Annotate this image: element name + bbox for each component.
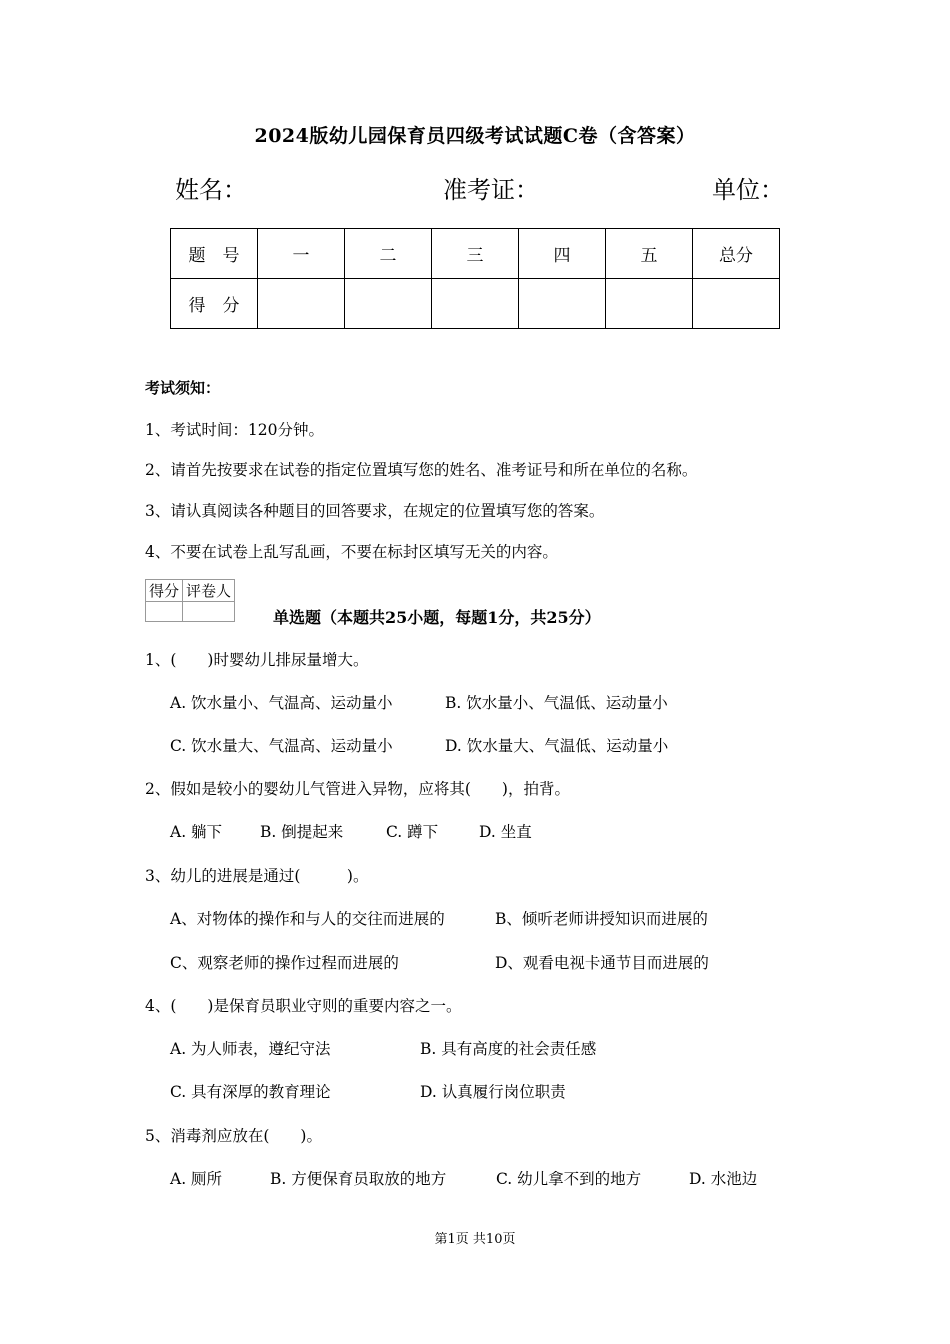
notice-item: 2、请首先按要求在试卷的指定位置填写您的姓名、准考证号和所在单位的名称。 xyxy=(145,461,698,479)
grader-box xyxy=(145,579,235,622)
question-option: B. 方便保育员取放的地方 xyxy=(270,1170,447,1188)
score-cell xyxy=(345,279,432,329)
score-table-score-row xyxy=(171,279,780,329)
question-option: D. 认真履行岗位职责 xyxy=(420,1083,566,1101)
score-cell xyxy=(693,279,780,329)
grader-score-label: 得分 xyxy=(146,580,183,602)
score-table-header-row xyxy=(171,229,780,279)
question-option: C. 具有深厚的教育理论 xyxy=(170,1083,331,1101)
score-table-header: 四 xyxy=(519,229,606,279)
question-option: C、观察老师的操作过程而进展的 xyxy=(170,954,399,972)
unit-field-label: 单位： xyxy=(712,176,784,204)
grader-score-cell xyxy=(146,602,183,622)
score-cell xyxy=(258,279,345,329)
page-footer: 第1页 共10页 xyxy=(434,1232,516,1247)
question-option: D. 饮水量大、气温低、运动量小 xyxy=(445,737,669,755)
question-stem: 2、假如是较小的婴幼儿气管进入异物，应将其( )，拍背。 xyxy=(145,780,570,798)
notice-item: 1、考试时间：120分钟。 xyxy=(145,421,324,439)
question-stem: 3、幼儿的进展是通过( )。 xyxy=(145,867,369,885)
question-option: C. 饮水量大、气温高、运动量小 xyxy=(170,737,393,755)
score-table xyxy=(170,228,780,329)
question-option: D、观看电视卡通节目而进展的 xyxy=(495,954,709,972)
score-table-header: 二 xyxy=(345,229,432,279)
question-option: A、对物体的操作和与人的交往而进展的 xyxy=(170,910,445,928)
score-cell xyxy=(606,279,693,329)
question-option: C. 幼儿拿不到的地方 xyxy=(496,1170,642,1188)
notice-item: 4、不要在试卷上乱写乱画，不要在标封区填写无关的内容。 xyxy=(145,543,558,561)
question-option: B、倾听老师讲授知识而进展的 xyxy=(495,910,708,928)
score-table-header: 五 xyxy=(606,229,693,279)
notice-heading: 考试须知： xyxy=(145,379,221,397)
question-option: B. 倒提起来 xyxy=(260,823,344,841)
score-table-header: 三 xyxy=(432,229,519,279)
question-option: D. 坐直 xyxy=(479,823,532,841)
grader-reviewer-cell xyxy=(183,602,235,622)
score-cell xyxy=(519,279,606,329)
question-stem: 4、( )是保育员职业守则的重要内容之一。 xyxy=(145,997,462,1015)
question-option: A. 厕所 xyxy=(170,1170,223,1188)
question-option: A. 饮水量小、气温高、运动量小 xyxy=(170,694,393,712)
question-option: A. 为人师表，遵纪守法 xyxy=(170,1040,331,1058)
score-table-header: 总分 xyxy=(693,229,780,279)
question-option: C. 蹲下 xyxy=(386,823,439,841)
grader-reviewer-label: 评卷人 xyxy=(183,580,235,602)
question-stem: 1、( )时婴幼儿排尿量增大。 xyxy=(145,651,369,669)
question-option: D. 水池边 xyxy=(689,1170,758,1188)
page-title: 2024版幼儿园保育员四级考试试题C卷（含答案） xyxy=(254,125,696,147)
question-stem: 5、消毒剂应放在( )。 xyxy=(145,1127,322,1145)
notice-item: 3、请认真阅读各种题目的回答要求，在规定的位置填写您的答案。 xyxy=(145,502,605,520)
score-table-header: 一 xyxy=(258,229,345,279)
section-heading: 单选题（本题共25小题，每题1分，共25分） xyxy=(273,608,601,627)
question-option: B. 具有高度的社会责任感 xyxy=(420,1040,597,1058)
score-row-label: 得 分 xyxy=(171,279,258,329)
name-field-label: 姓名： xyxy=(175,176,247,204)
question-option: A. 躺下 xyxy=(170,823,223,841)
exam-number-field-label: 准考证： xyxy=(443,176,539,204)
score-table-header: 题 号 xyxy=(171,229,258,279)
question-option: B. 饮水量小、气温低、运动量小 xyxy=(445,694,668,712)
score-cell xyxy=(432,279,519,329)
